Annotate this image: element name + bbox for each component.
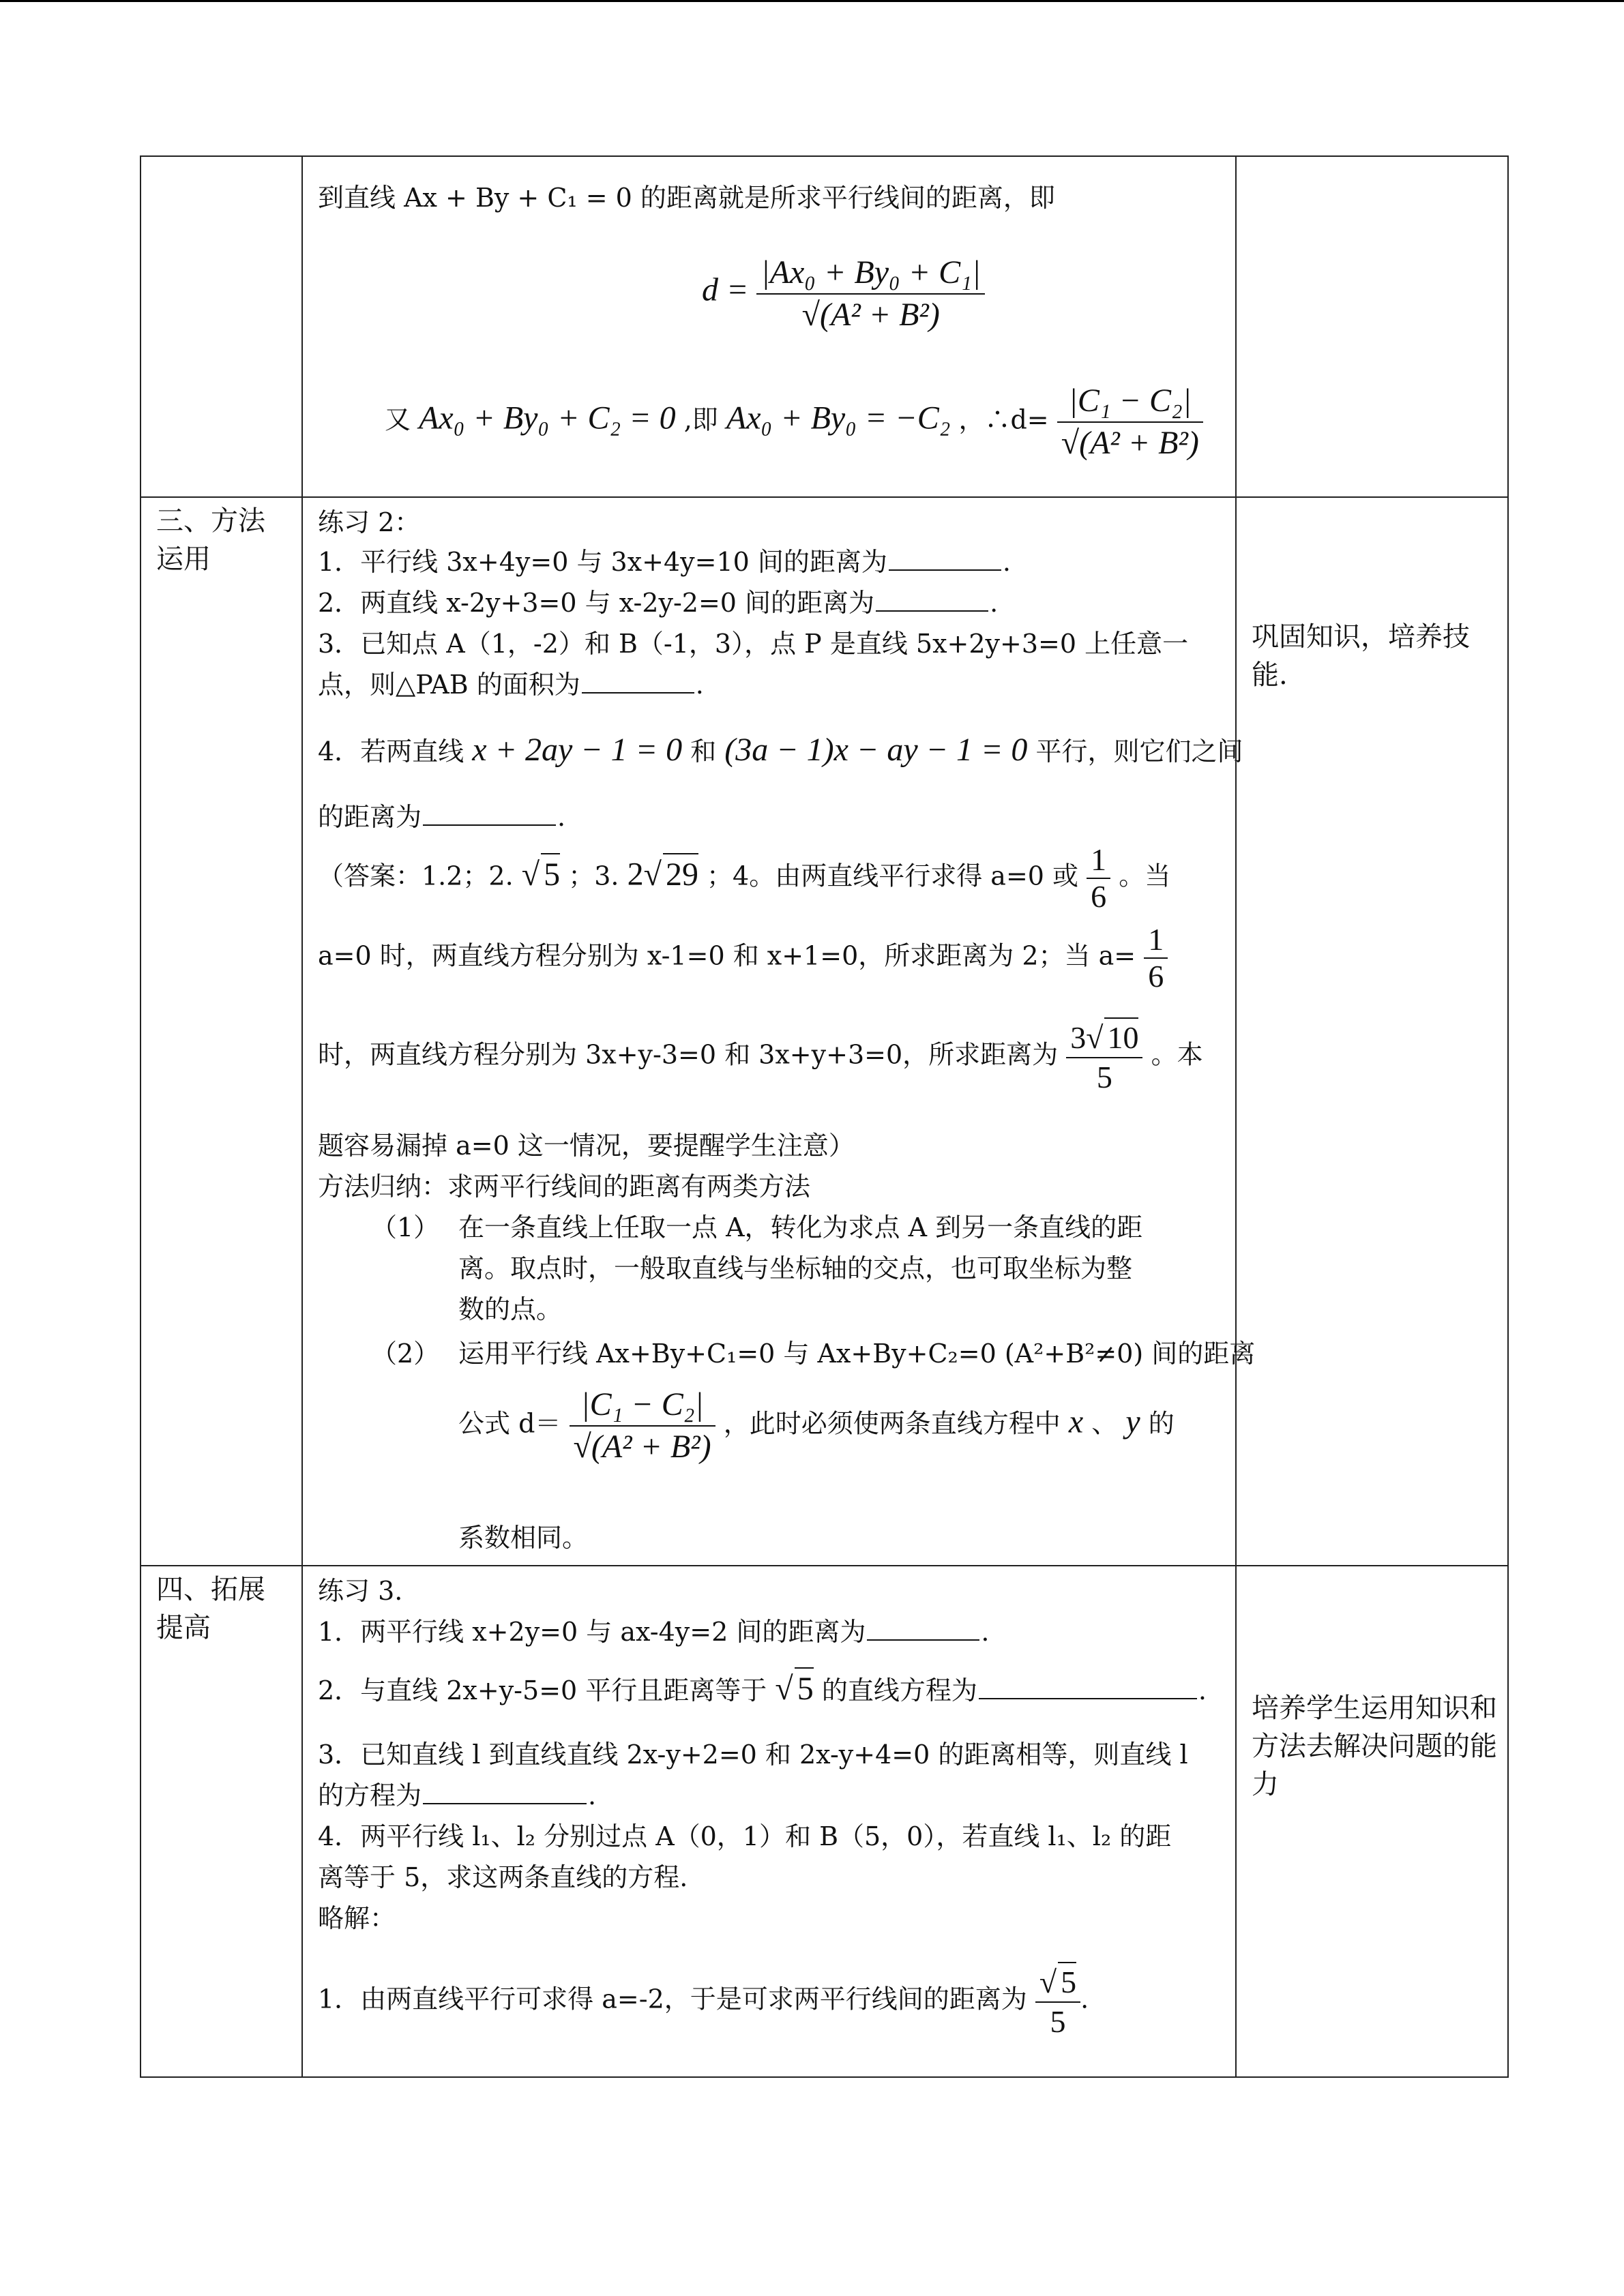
- fraction-numerator: |C₁ − C₂|: [580, 1386, 704, 1422]
- content-cell: [302, 497, 1256, 1566]
- question-text: 离等于 5，求这两条直线的方程.: [318, 1862, 688, 1892]
- answer-text: （答案：1.2；2.: [318, 861, 514, 891]
- fraction-denominator: √(A² + B²): [1057, 421, 1203, 464]
- radicand: 10: [1104, 1017, 1138, 1057]
- content-cell: [302, 156, 1236, 497]
- answer-text: a=0 时，两直线方程分别为 x-1=0 和 x+1=0，所求距离为 2；当 a=: [318, 940, 1136, 971]
- solution-line: 1．由两直线平行可求得 a=-2，于是可求两平行线间的距离为 $\frac{√ 5}{5}$ .: [318, 1962, 1089, 2041]
- radicand: 5: [795, 1667, 814, 1710]
- variable: x: [1068, 1403, 1084, 1440]
- question-text: 的方程为: [318, 1780, 422, 1810]
- question-text: 平行，则它们之间: [1035, 736, 1243, 766]
- method-text: 运用平行线 Ax+By+C₁=0 与 Ax+By+C₂=0 (A²+B²≠0) 间的距离: [458, 1339, 1256, 1369]
- equation: x + 2ay − 1 = 0: [472, 732, 683, 768]
- fraction: $\frac{√ 5}{5}$: [1035, 1962, 1080, 2041]
- stage-label: 四、拓展提高: [156, 1574, 265, 1643]
- text-ji: ,即: [683, 404, 718, 435]
- fraction-numerator: |Ax₀ + By₀ + C₁|: [761, 254, 981, 290]
- table-row: [141, 1566, 1508, 2077]
- question-text: 3．已知点 A（1，-2）和 B（-1，3），点 P 是直线 5x+2y+3=0 上任意一: [318, 629, 1189, 659]
- distance-formula: [702, 252, 985, 336]
- formula-lhs: d =: [702, 271, 749, 308]
- equation: (3a − 1)x − ay − 1 = 0: [724, 732, 1028, 768]
- question: 2．两直线 x-2y+3=0 与 x-2y-2=0 间的距离为 .: [318, 588, 999, 618]
- radicand: 29: [663, 853, 698, 895]
- question-text: 的距离为: [318, 802, 422, 832]
- fraction-denominator: √(A² + B²): [756, 293, 985, 336]
- fraction-numerator: 1: [1148, 922, 1164, 957]
- method-text: 、: [1091, 1408, 1118, 1439]
- purpose-cell: [1236, 1566, 1508, 2077]
- method-title: 方法归纳：求两平行线间的距离有两类方法: [318, 1172, 811, 1202]
- table-row: [141, 156, 1508, 497]
- question-text: 2．与直线 2x+y-5=0 平行且距离等于: [318, 1675, 767, 1705]
- fraction-denominator: √(A² + B²): [570, 1425, 715, 1467]
- answer-blank: [876, 610, 988, 612]
- answer-line: [318, 922, 1168, 994]
- fraction-numerator: |C₁ − C₂|: [1068, 383, 1192, 419]
- fraction-denominator: 6: [1144, 957, 1168, 994]
- purpose-text: 巩固知识，培养技能.: [1252, 621, 1470, 691]
- answer-line: （答案：1.2；2. √ 5 ；3. 2√ 29 ；4。由两直线平行求得 a=0 或 $\frac{1}{6}$ 。当: [318, 842, 1171, 914]
- method-text: 公式 d＝: [458, 1408, 561, 1439]
- exercise-heading: 练习 3.: [318, 1576, 403, 1606]
- answer-blank: [582, 692, 694, 694]
- radicand: 5: [1058, 1962, 1076, 2001]
- purpose-cell: [1236, 156, 1508, 497]
- coefficient: 3: [1070, 1020, 1087, 1055]
- question: 的距离为 .: [318, 802, 566, 832]
- stage-cell: [141, 497, 302, 1566]
- lesson-plan-table: [140, 155, 1509, 2078]
- method-text: 的: [1148, 1408, 1175, 1439]
- method-text: 系数相同。: [458, 1523, 589, 1553]
- question-text: 的直线方程为: [821, 1675, 977, 1705]
- fraction-denominator: 6: [1087, 878, 1110, 914]
- fraction: [570, 1384, 715, 1467]
- question-text: 和: [690, 736, 717, 766]
- answer-text: 题容易漏掉 a=0 这一情况，要提醒学生注意）: [318, 1131, 855, 1161]
- question: 的方程为 .: [318, 1780, 597, 1810]
- answer-blank: [423, 1803, 587, 1804]
- fraction: [1057, 381, 1203, 464]
- fraction: [756, 252, 985, 336]
- variable: y: [1125, 1403, 1140, 1440]
- fraction-numerator: 1: [1091, 842, 1107, 877]
- fraction: [1087, 842, 1110, 914]
- question-text: 1．两平行线 x+2y=0 与 ax-4y=2 间的距离为: [318, 1617, 866, 1647]
- answer-text: 。本: [1151, 1039, 1203, 1070]
- method-text: 在一条直线上任取一点 A，转化为求点 A 到另一条直线的距: [458, 1212, 1143, 1242]
- answer-blank: [889, 569, 1001, 571]
- stage-cell: [141, 156, 302, 497]
- coefficient: 2: [627, 856, 644, 893]
- question: 1．两平行线 x+2y=0 与 ax-4y=2 间的距离为 .: [318, 1617, 990, 1647]
- table-row: [141, 497, 1508, 1566]
- method-number: （2）: [371, 1339, 440, 1369]
- method-formula-line: [458, 1384, 1175, 1467]
- content-cell: [302, 1566, 1236, 2077]
- equation: Ax₀ + By₀ + C₂ = 0: [419, 400, 676, 436]
- text-you: 又: [385, 404, 411, 435]
- question-text: 点，则△PAB 的面积为: [318, 670, 580, 700]
- method-text: 数的点。: [458, 1294, 563, 1324]
- answer-text: ；3.: [568, 861, 619, 891]
- question-text: 4．两平行线 l₁、l₂ 分别过点 A（0，1）和 B（5，0），若直线 l₁、l₂ 的距: [318, 1821, 1172, 1851]
- question: 1．平行线 3x+4y=0 与 3x+4y=10 间的距离为 .: [318, 547, 1011, 577]
- fraction: [1144, 922, 1168, 994]
- answer-blank: [867, 1639, 979, 1641]
- exercise-heading: 练习 2：: [318, 507, 421, 537]
- question: [318, 730, 1243, 772]
- answer-line: [318, 1017, 1203, 1097]
- answer-text: ；4。由两直线平行求得 a=0 或: [707, 861, 1079, 891]
- question-text: 3．已知直线 l 到直线直线 2x-y+2=0 和 2x-y+4=0 的距离相等，则直线 l: [318, 1740, 1188, 1770]
- answer-text: 时，两直线方程分别为 3x+y-3=0 和 3x+y+3=0，所求距离为: [318, 1039, 1059, 1070]
- purpose-cell: [1236, 497, 1508, 1566]
- equation: Ax₀ + By₀ = −C₂: [726, 400, 951, 436]
- stage-label: 三、方法运用: [156, 505, 265, 575]
- question: 点，则△PAB 的面积为 .: [318, 670, 704, 700]
- question-text: 2．两直线 x-2y+3=0 与 x-2y-2=0 间的距离为: [318, 588, 875, 618]
- method-number: （1）: [371, 1212, 440, 1242]
- paragraph: 到直线 Ax + By + C₁ = 0 的距离就是所求平行线间的距离，即: [318, 183, 1055, 213]
- question-text: 1．平行线 3x+4y=0 与 3x+4y=10 间的距离为: [318, 547, 887, 577]
- question-text: 4．若两直线: [318, 736, 464, 766]
- answer-blank: [423, 824, 556, 826]
- fraction-denominator: 5: [1066, 1057, 1142, 1097]
- purpose-text: 培养学生运用知识和方法去解决问题的能力: [1252, 1693, 1497, 1800]
- solution-heading: 略解：: [318, 1903, 396, 1933]
- answer-blank: [979, 1698, 1197, 1699]
- stage-cell: [141, 1566, 302, 2077]
- fraction-denominator: 5: [1035, 2001, 1080, 2041]
- method-text: 离。取点时，一般取直线与坐标轴的交点，也可取坐标为整: [458, 1253, 1133, 1283]
- top-rule: [0, 0, 1624, 2]
- solution-text: 1．由两直线平行可求得 a=-2，于是可求两平行线间的距离为: [318, 1984, 1027, 2014]
- derivation-line: [385, 381, 1203, 464]
- text-therefore: ，∴d=: [958, 404, 1049, 435]
- answer-text: 。当: [1119, 861, 1171, 891]
- method-text: ，此时必须使两条直线方程中: [723, 1408, 1061, 1439]
- fraction: $\frac{3√ 10}{5}$: [1066, 1017, 1142, 1097]
- radicand: 5: [541, 853, 560, 895]
- question: 2．与直线 2x+y-5=0 平行且距离等于 √ 5 的直线方程为 .: [318, 1667, 1207, 1711]
